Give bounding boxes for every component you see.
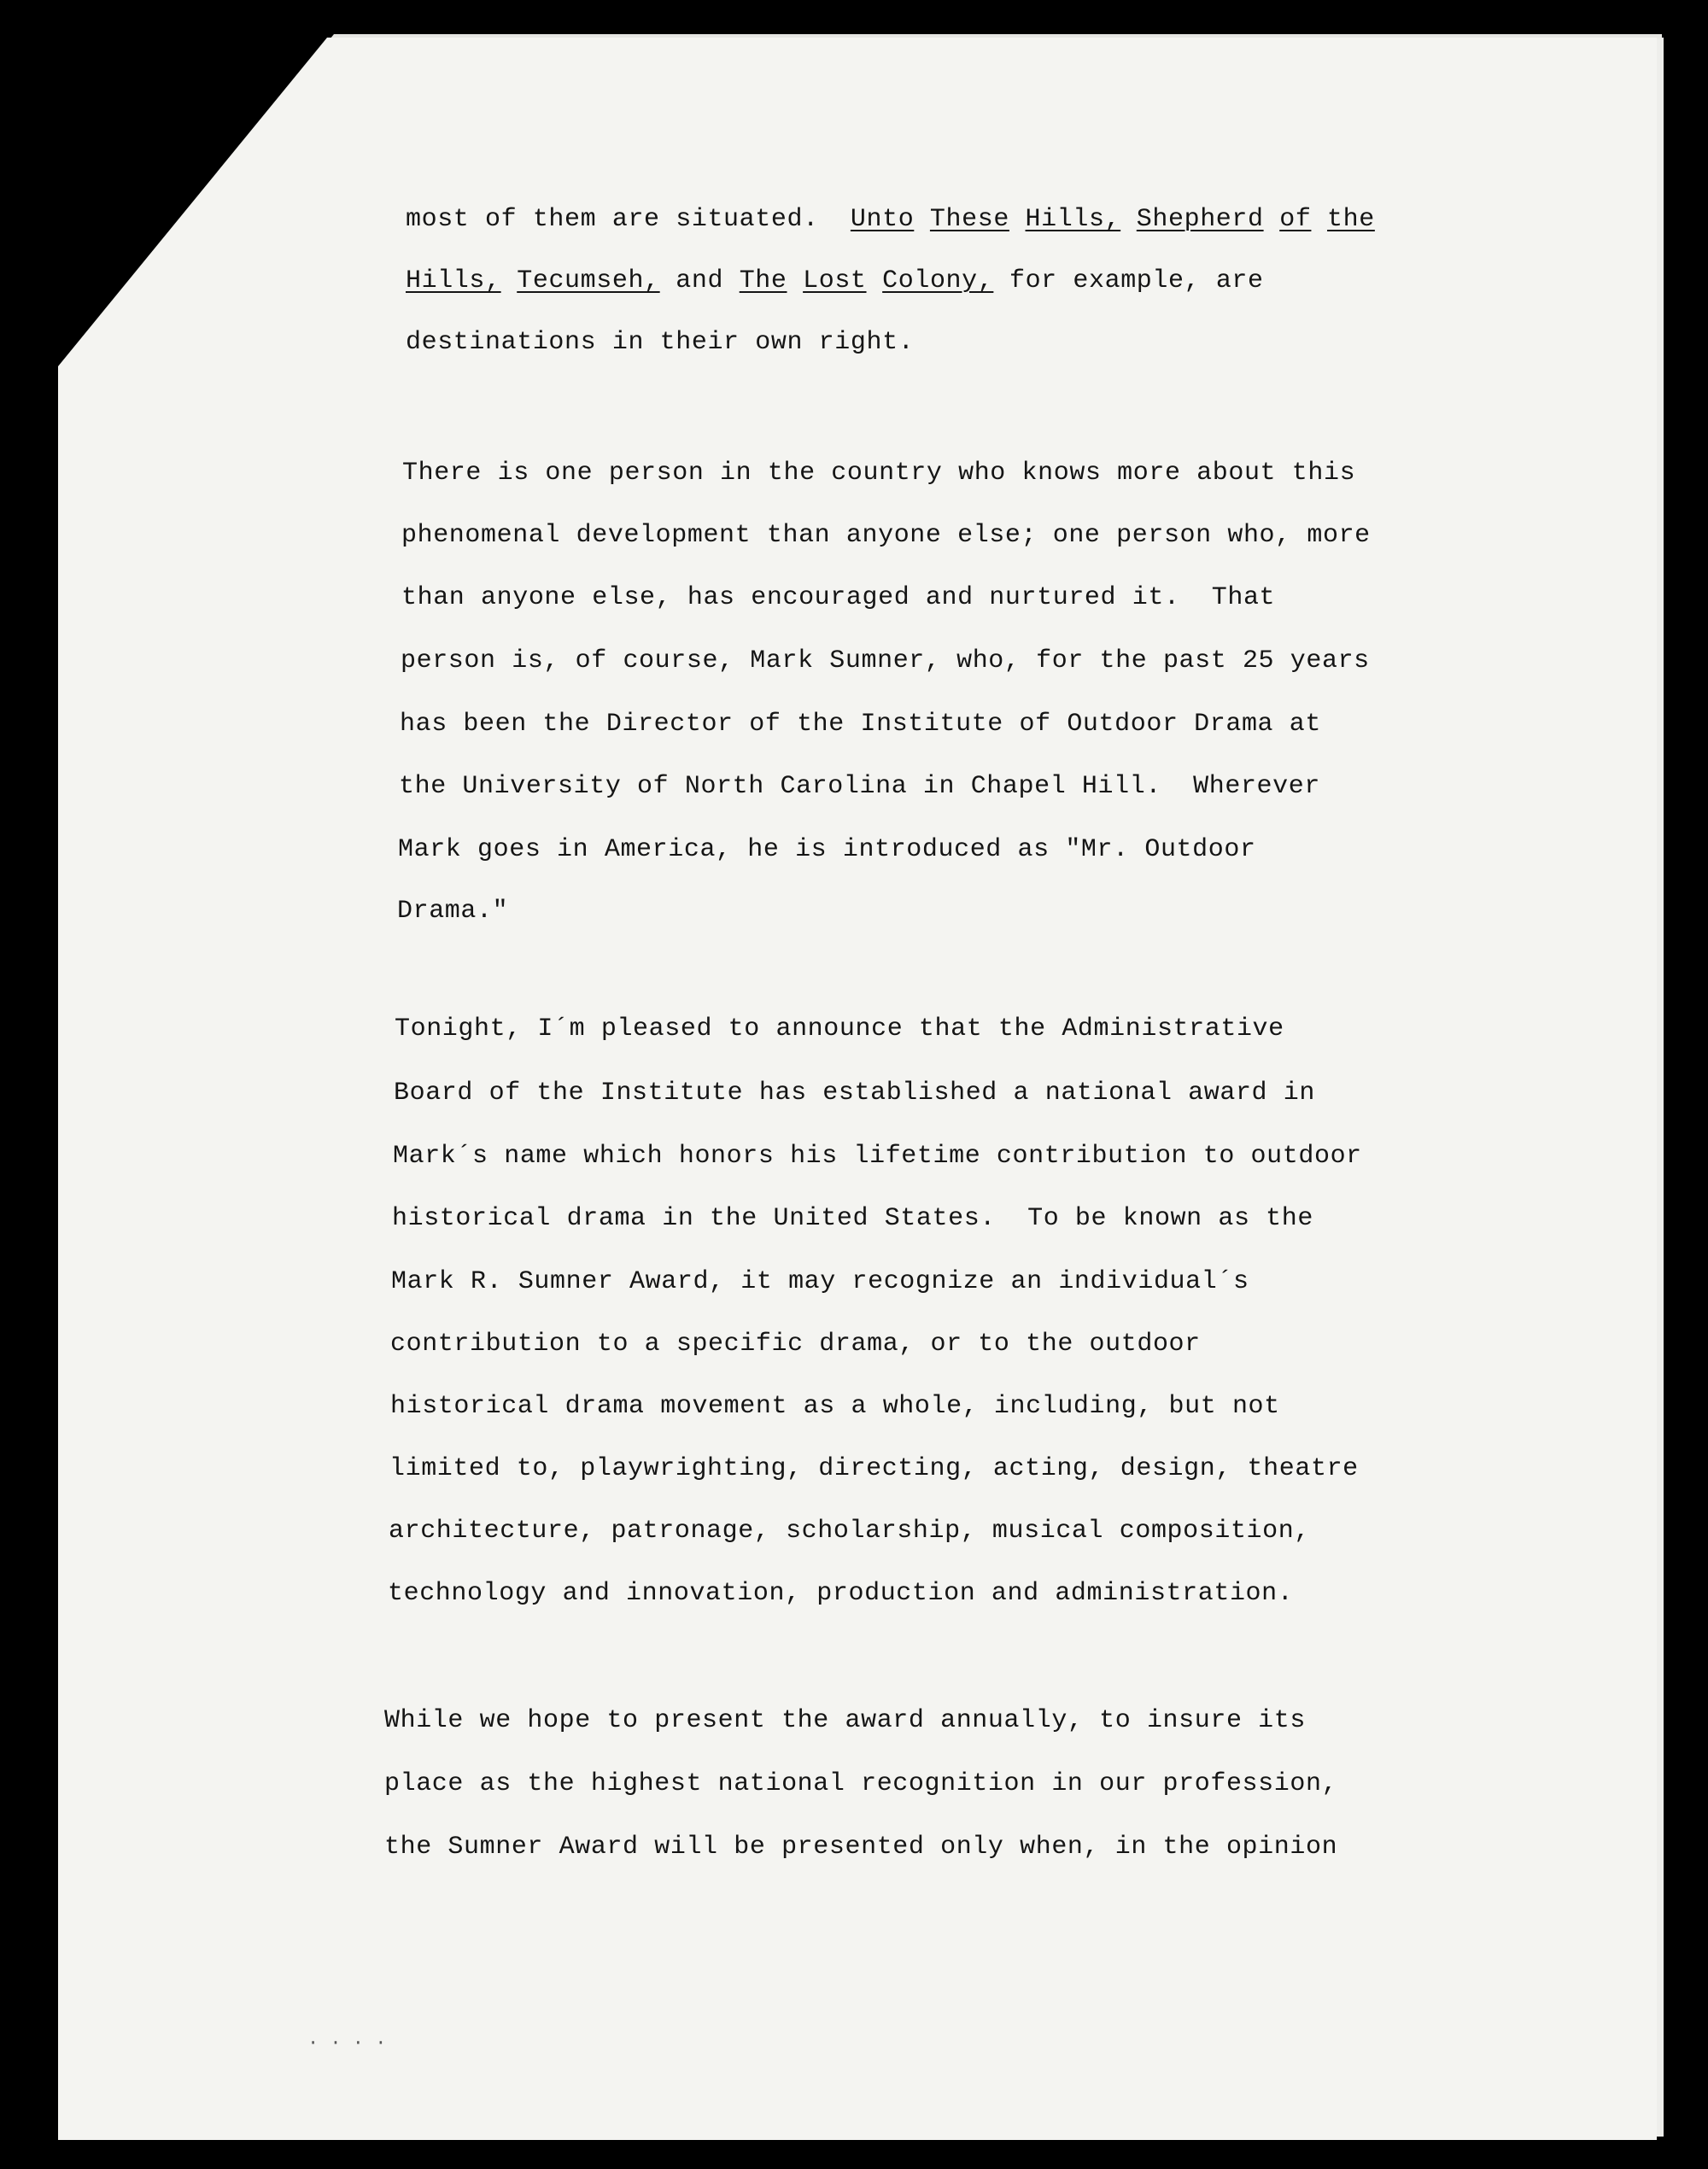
paragraph-2-line: than anyone else, has encouraged and nurtured it. That — [401, 583, 1276, 612]
underlined-title: Tecumseh, — [517, 266, 660, 295]
text-span: most of them are situated. — [406, 205, 851, 234]
underlined-title: Colony, — [882, 266, 994, 295]
paragraph-3-line: historical drama movement as a whole, including, but not — [390, 1392, 1280, 1421]
paragraph-1-line-3: destinations in their own right. — [406, 328, 915, 357]
paragraph-2-line: Drama." — [397, 897, 509, 926]
paragraph-3-line: Mark´s name which honors his lifetime contribution to outdoor — [393, 1142, 1362, 1171]
underlined-title: Unto — [850, 205, 915, 234]
paragraph-2-line: Mark goes in America, he is introduced as "Mr. Outdoor — [398, 835, 1256, 864]
paragraph-2-line: There is one person in the country who knows more about this — [402, 459, 1356, 488]
underlined-title: Hills, — [406, 266, 501, 295]
text-span: and — [659, 266, 740, 295]
underlined-title: The — [739, 266, 787, 295]
paragraph-1-line-2 — [406, 266, 1264, 295]
paragraph-2-line: phenomenal development than anyone else; one person who, more — [401, 521, 1371, 550]
underlined-title: These — [929, 205, 1009, 234]
underlined-title: Hills, — [1025, 205, 1121, 234]
paragraph-3-line: contribution to a specific drama, or to the outdoor — [390, 1330, 1201, 1359]
paragraph-3-line: architecture, patronage, scholarship, musical composition, — [389, 1517, 1310, 1546]
paragraph-3-line: historical drama in the United States. To be known as the — [392, 1204, 1313, 1233]
underlined-title: Shepherd — [1136, 205, 1264, 234]
paragraph-3-line: Mark R. Sumner Award, it may recognize an individual´s — [391, 1267, 1249, 1296]
paragraph-2-line: the University of North Carolina in Chapel Hill. Wherever — [399, 772, 1320, 801]
text-span: for example, are — [993, 266, 1264, 295]
paragraph-4-line: While we hope to present the award annually, to insure its — [384, 1706, 1306, 1735]
paragraph-4-line: place as the highest national recognition in our profession, — [384, 1769, 1338, 1798]
paragraph-3-line: Board of the Institute has established a national award in — [394, 1079, 1315, 1108]
underlined-title: of — [1279, 205, 1312, 234]
paragraph-3-line: technology and innovation, production and administration. — [388, 1579, 1294, 1608]
paragraph-4-line: the Sumner Award will be presented only when, in the opinion — [384, 1833, 1338, 1862]
paragraph-3-line: Tonight, I´m pleased to announce that the Administrative — [395, 1014, 1284, 1044]
scan-specks: · · · · — [307, 2032, 387, 2054]
paragraph-1-line-1 — [406, 205, 1375, 234]
paragraph-2-line: has been the Director of the Institute of Outdoor Drama at — [400, 710, 1321, 739]
underlined-title: the — [1327, 205, 1375, 234]
underlined-title: Lost — [803, 266, 867, 295]
paragraph-3-line: limited to, playwrighting, directing, acting, design, theatre — [389, 1454, 1359, 1483]
paragraph-2-line: person is, of course, Mark Sumner, who, for the past 25 years — [401, 646, 1370, 675]
